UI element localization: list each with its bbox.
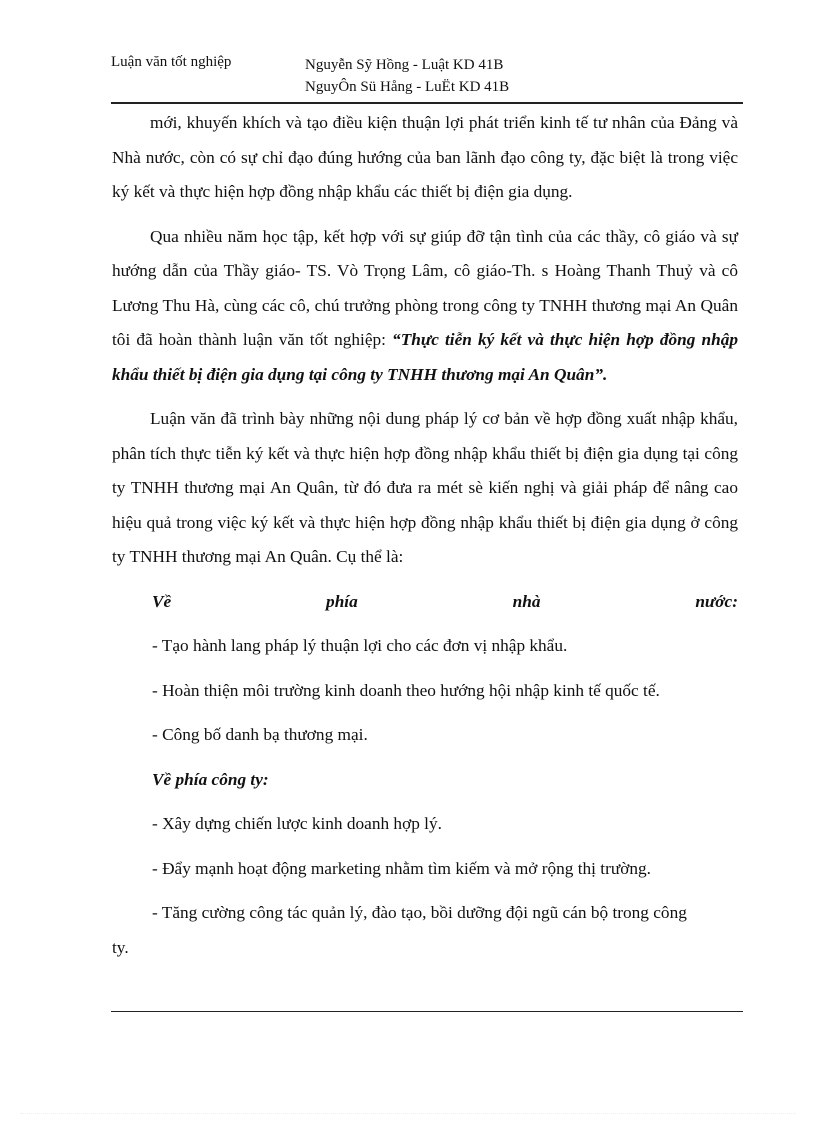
list-item: - Tạo hành lang pháp lý thuận lợi cho các đơn vị nhập khẩu. <box>152 636 568 655</box>
header-author <box>305 54 509 98</box>
paragraph-2-text: Qua nhiều năm học tập, kết hợp với sự giúp đỡ tận tình của các thầy, cô giáo và sự hướng dẫn của Thầy giáo- TS. Vò Trọng Lâm, cô giáo-Th. s Hoàng Thanh Thuỷ và cô Lương Thu Hà, cùng các cô, chú trưởng phòng trong công ty TNHH thương mại An Quân tôi đã hoàn thành luận văn tốt nghiệp: <box>112 226 738 349</box>
header-thesis-label: Luận văn tốt nghiệp <box>111 54 232 70</box>
paragraph-2 <box>112 220 738 393</box>
list-item-continuation: ty. <box>112 937 129 957</box>
list-item: - Công bố danh bạ thương mại. <box>152 725 368 744</box>
heading-word: nhà <box>512 591 541 611</box>
list-item: - Hoàn thiện môi trường kinh doanh theo hướng hội nhập kinh tế quốc tế. <box>152 680 660 700</box>
header-author-line2: NguyÔn Sü Hång - LuËt KD 41B <box>305 79 510 95</box>
page-edge-dots <box>20 1113 796 1114</box>
section-heading-state <box>112 585 738 620</box>
paragraph-3: Luận văn đã trình bày những nội dung pháp lý cơ bản về hợp đồng xuất nhập khẩu, phân tích thực tiễn ký kết và thực hiện hợp đồng nhập khẩu thiết bị điện gia dụng tại công ty TNHH thương mại An Quân, từ đó đưa ra mét sè kiến nghị và giải pháp để nâng cao hiệu quả trong việc ký kết và thực hiện hợp đồng nhập khẩu thiết bị điện gia dụng ở công ty TNHH thương mại An Quân. Cụ thể là: <box>112 409 738 566</box>
heading-word: nước: <box>695 591 738 611</box>
thesis-title: “Thực tiễn ký kết và thực hiện hợp đồng nhập khẩu thiết bị điện gia dụng tại công ty TNHH thương mại An Quân”. <box>112 330 738 384</box>
list-item: - Đẩy mạnh hoạt động marketing nhằm tìm kiếm và mở rộng thị trường. <box>152 858 651 878</box>
list-item: - Tăng cường công tác quản lý, đào tạo, bồi dưỡng đội ngũ cán bộ trong công <box>152 903 687 922</box>
heading-word: Về <box>152 591 172 611</box>
footer-divider <box>111 1011 743 1012</box>
heading-word: phía <box>326 591 358 611</box>
header-author-line1: Nguyễn Sỹ Hồng - Luật KD 41B <box>305 57 504 73</box>
paragraph-1: mới, khuyến khích và tạo điều kiện thuận lợi phát triển kinh tế tư nhân của Đảng và Nhà nước, còn có sự chỉ đạo đúng hướng của ban lãnh đạo công ty, đặc biệt là trong việc ký kết và thực hiện hợp đồng nhập khẩu các thiết bị điện gia dụng. <box>112 113 738 201</box>
list-item: - Xây dựng chiến lược kinh doanh hợp lý. <box>152 814 442 833</box>
body-text <box>112 106 738 965</box>
header-divider <box>111 102 743 104</box>
section-heading-company: Về phía công ty: <box>152 769 269 789</box>
